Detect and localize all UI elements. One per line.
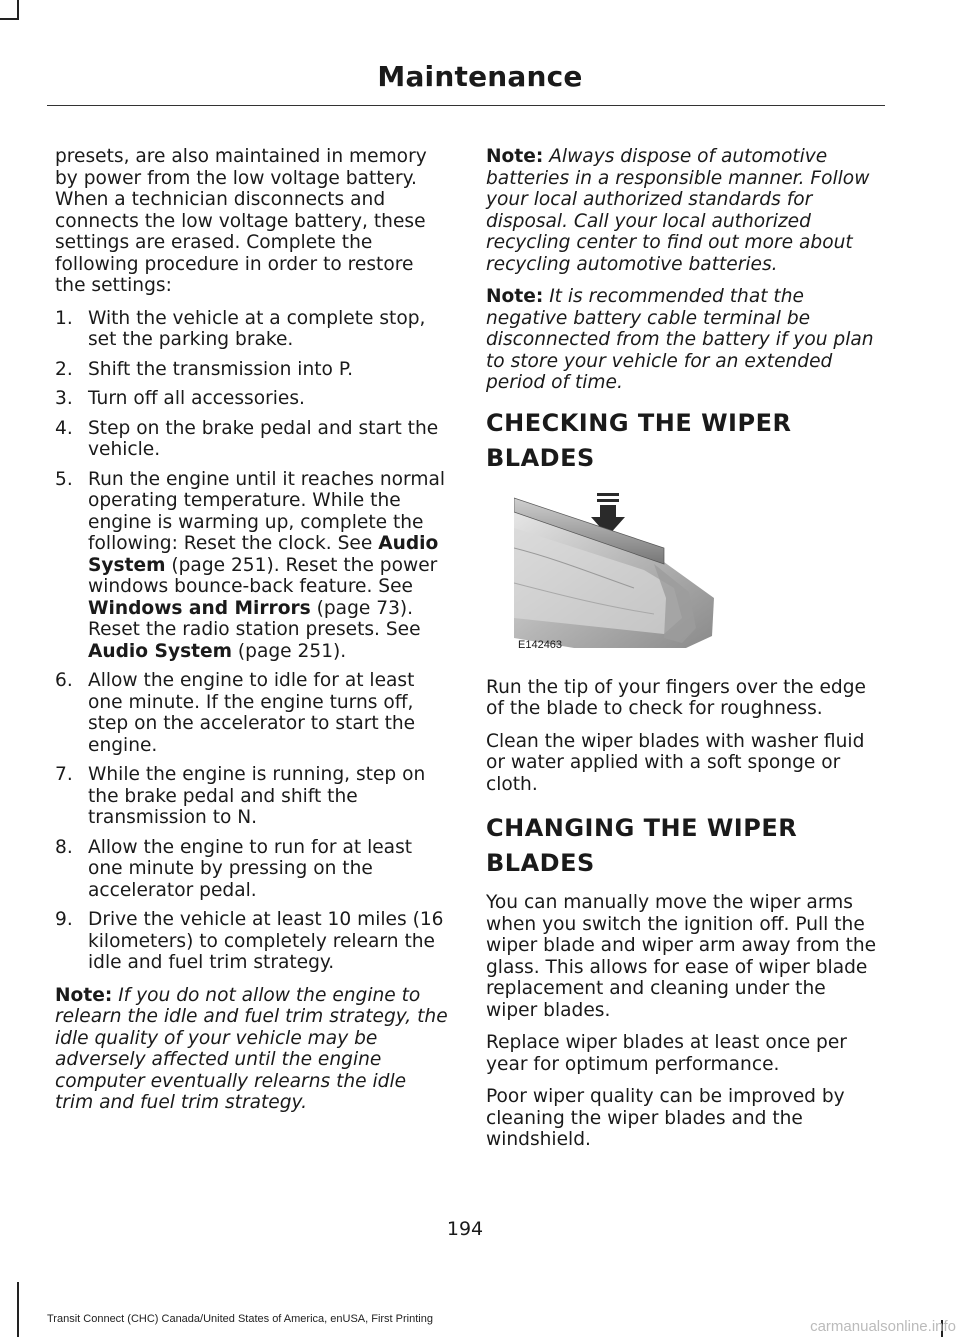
list-item	[55, 308, 448, 351]
paragraph: Run the tip of your fingers over the edge of the blade to check for roughness.	[486, 676, 866, 719]
heading-line: CHANGING THE WIPER	[486, 814, 798, 842]
wiper-blade-illustration	[514, 488, 724, 663]
section-heading	[486, 811, 881, 881]
step-text: (page 251).	[232, 640, 347, 662]
note-label: Note:	[486, 146, 544, 167]
step-text: Shift the transmission into P.	[88, 358, 354, 380]
step-text: Allow the engine to idle for at least one minute. If the engine turns off, step on the accelerator to start the engine.	[88, 670, 416, 756]
list-item	[55, 359, 448, 381]
heading-line: BLADES	[486, 443, 595, 472]
note-text: It is recommended that the negative battery cable terminal be disconnected from the battery if you plan to store your vehicle for an extended period of time.	[486, 286, 874, 393]
arrow-line	[597, 493, 619, 496]
note-text: If you do not allow the engine to relearn the idle and fuel trim strategy, the idle quality of your vehicle may be adversely affected until the engine computer eventually relearns the idle trim and fuel trim strategy.	[55, 984, 448, 1113]
list-item	[55, 670, 448, 756]
page-title: Maintenance	[377, 60, 583, 93]
step-text: Run the engine until it reaches normal operating temperature. While the engine is warming up, complete the following: Reset the clock. See	[88, 468, 446, 554]
note-label: Note:	[486, 286, 544, 307]
note-label: Note:	[55, 984, 113, 1006]
list-item	[55, 909, 448, 974]
arrow-shaft	[600, 505, 616, 517]
heading-line: BLADES	[486, 849, 595, 877]
figure-code: E142463	[518, 639, 563, 651]
list-item	[55, 469, 448, 663]
footer-text: Transit Connect (CHC) Canada/United States of America, enUSA, First Printing	[47, 1313, 433, 1325]
header-divider	[47, 105, 885, 106]
step-text: Drive the vehicle at least 10 miles (16 kilometers) to completely relearn the idle and fuel trim strategy.	[88, 909, 444, 973]
watermark: carmanualsonline.info	[810, 1318, 956, 1335]
step-number: 6.	[55, 670, 73, 691]
note-text: Always dispose of automotive batteries in a responsible manner. Follow your local authorized standards for disposal. Call your local authorized recycling center to find out more about recycling automotive batteries.	[486, 146, 870, 275]
intro-paragraph: presets, are also maintained in memory by power from the low voltage battery. When a technician disconnects and connects the low voltage battery, these settings are erased. Complete the following procedure in order to restore the settings:	[55, 146, 427, 296]
step-text: Step on the brake pedal and start the vehicle.	[88, 417, 439, 460]
step-text: Turn off all accessories.	[88, 388, 305, 409]
list-item	[55, 388, 448, 410]
cross-reference-link[interactable]: Audio System	[88, 640, 233, 662]
note-paragraph	[55, 985, 448, 1114]
step-text: With the vehicle at a complete stop, set the parking brake.	[88, 307, 426, 350]
crop-mark	[17, 1282, 19, 1337]
paragraph: You can manually move the wiper arms when you switch the ignition off. Pull the wiper blade and wiper arm away from the glass. This allows for ease of wiper blade replacement and cleaning under the wiper blades.	[486, 892, 877, 1021]
left-column	[55, 146, 448, 1125]
crop-mark	[0, 18, 18, 20]
step-text: While the engine is running, step on the brake pedal and shift the transmission to N.	[88, 764, 426, 828]
page-number: 194	[446, 1218, 484, 1240]
note-paragraph	[486, 286, 881, 394]
note-paragraph	[486, 146, 881, 275]
paragraph: Clean the wiper blades with washer fluid or water applied with a soft sponge or cloth.	[486, 730, 865, 795]
paragraph: Replace wiper blades at least once per year for optimum performance.	[486, 1032, 847, 1075]
section-heading	[486, 406, 881, 476]
step-number: 9.	[55, 909, 73, 930]
crop-mark	[17, 0, 19, 20]
cross-reference-link[interactable]: Windows and Mirrors	[88, 597, 311, 619]
step-text: Allow the engine to run for at least one minute by pressing on the accelerator pedal.	[88, 836, 413, 901]
step-number: 4.	[55, 417, 73, 439]
step-number: 5.	[55, 468, 73, 490]
cross-reference-link[interactable]: Audio System	[88, 533, 439, 576]
step-text: (page 251). Reset the power windows bounce-back feature. See	[88, 554, 438, 597]
step-number: 8.	[55, 836, 73, 858]
list-item	[55, 764, 448, 829]
step-number: 2.	[55, 358, 73, 380]
procedure-steps	[55, 308, 448, 974]
paragraph: Poor wiper quality can be improved by cleaning the wiper blades and the windshield.	[486, 1086, 845, 1150]
step-text: (page 73). Reset the radio station presets. See	[88, 597, 421, 640]
step-number: 3.	[55, 388, 73, 409]
step-number: 7.	[55, 764, 73, 785]
list-item	[55, 837, 448, 902]
list-item	[55, 418, 448, 461]
arrow-line	[597, 499, 619, 502]
right-column	[486, 146, 881, 1162]
heading-line: CHECKING THE WIPER	[486, 408, 792, 437]
step-number: 1.	[55, 307, 73, 329]
